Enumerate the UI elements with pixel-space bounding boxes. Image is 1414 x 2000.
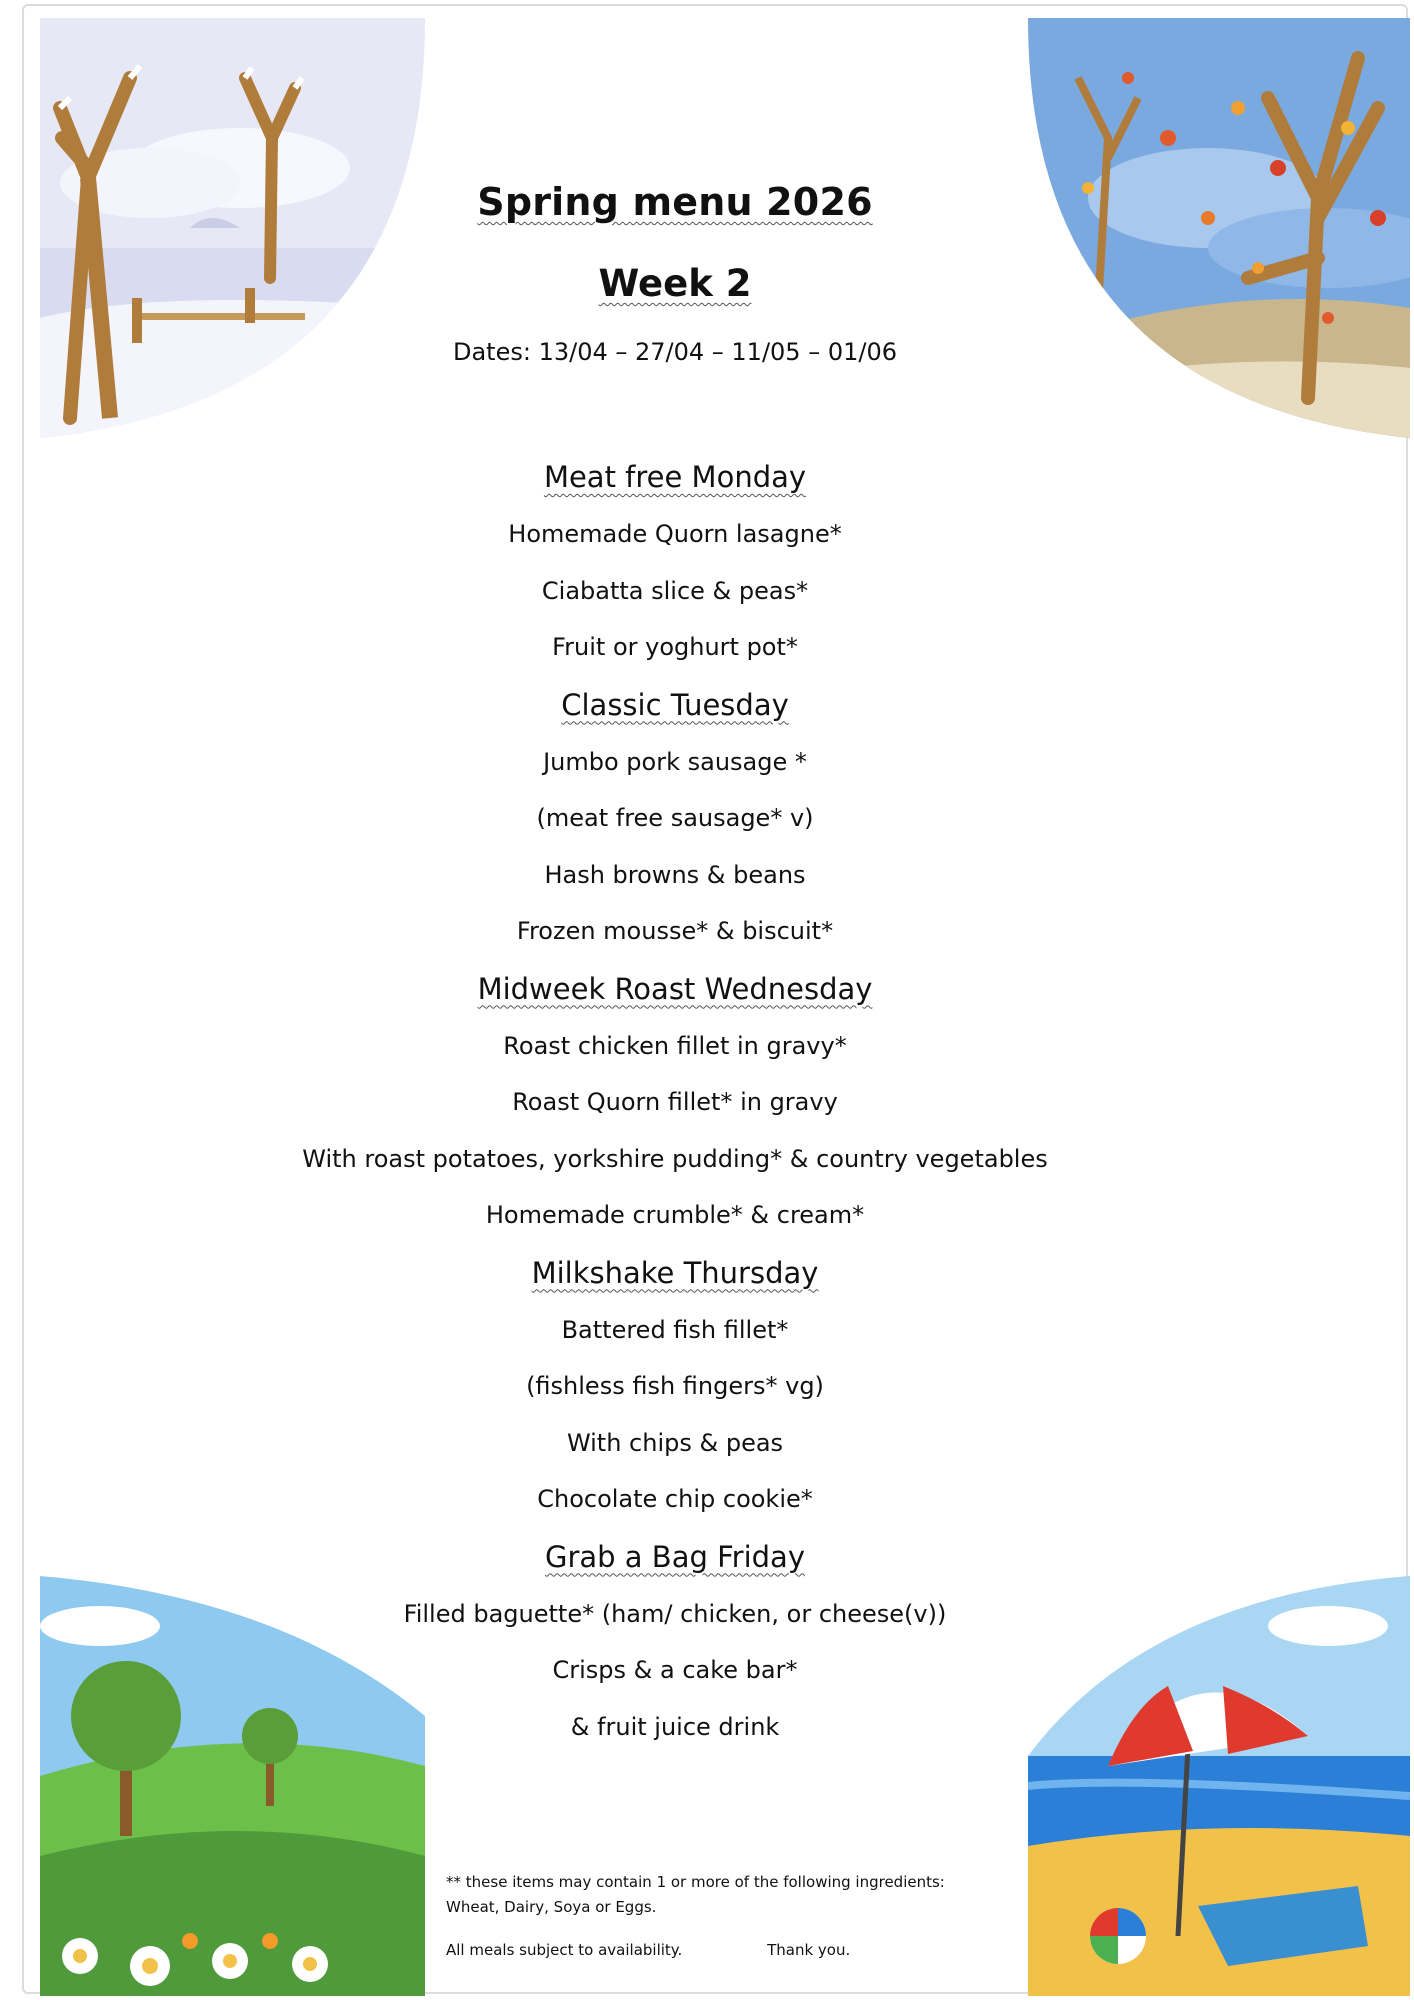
menu-item: Hash browns & beans [544,860,806,889]
menu-item: (fishless fish fingers* vg) [526,1372,824,1400]
menu-item: (meat free sausage* v) [536,804,814,832]
menu-item: & fruit juice drink [570,1712,780,1741]
footer-notes [446,1870,1006,1963]
allergen-note-line1: ** these items may contain 1 or more of the following ingredients: [446,1873,945,1891]
availability-note: All meals subject to availability. [446,1941,683,1959]
autumn-illustration [1028,18,1410,438]
menu-item: Filled baguette* (ham/ chicken, or cheese(v)) [403,1599,947,1628]
thank-you-note: Thank you. [767,1941,851,1959]
dates-line: Dates: 13/04 – 27/04 – 11/05 – 01/06 [452,338,897,366]
menu-item: Frozen mousse* & biscuit* [516,917,834,945]
weekly-menu [200,448,1150,1755]
menu-item: Ciabatta slice & peas* [541,576,809,605]
menu-item: Homemade Quorn lasagne* [508,520,842,548]
week-label: Week 2 [598,262,752,305]
menu-item: Chocolate chip cookie* [537,1485,813,1513]
allergen-note-line2: Wheat, Dairy, Soya or Eggs. [446,1898,657,1916]
day-heading-wednesday: Midweek Roast Wednesday [477,971,873,1006]
day-heading-thursday: Milkshake Thursday [531,1255,819,1290]
menu-item: Homemade crumble* & cream* [485,1201,865,1229]
menu-item: Crisps & a cake bar* [552,1656,798,1684]
winter-illustration [40,18,425,438]
menu-item: Roast chicken fillet in gravy* [503,1031,847,1060]
page-title: Spring menu 2026 [477,180,873,224]
menu-item: With roast potatoes, yorkshire pudding* & country vegetables [302,1144,1048,1173]
menu-item: Jumbo pork sausage * [543,747,807,776]
menu-item: Battered fish fillet* [561,1315,789,1344]
menu-item: With chips & peas [566,1428,784,1457]
day-heading-friday: Grab a Bag Friday [545,1539,805,1574]
day-heading-monday: Meat free Monday [543,460,807,494]
menu-item: Fruit or yoghurt pot* [552,633,798,661]
day-heading-tuesday: Classic Tuesday [561,687,789,722]
footer-row [446,1938,1006,1963]
menu-item: Roast Quorn fillet* in gravy [512,1088,838,1116]
